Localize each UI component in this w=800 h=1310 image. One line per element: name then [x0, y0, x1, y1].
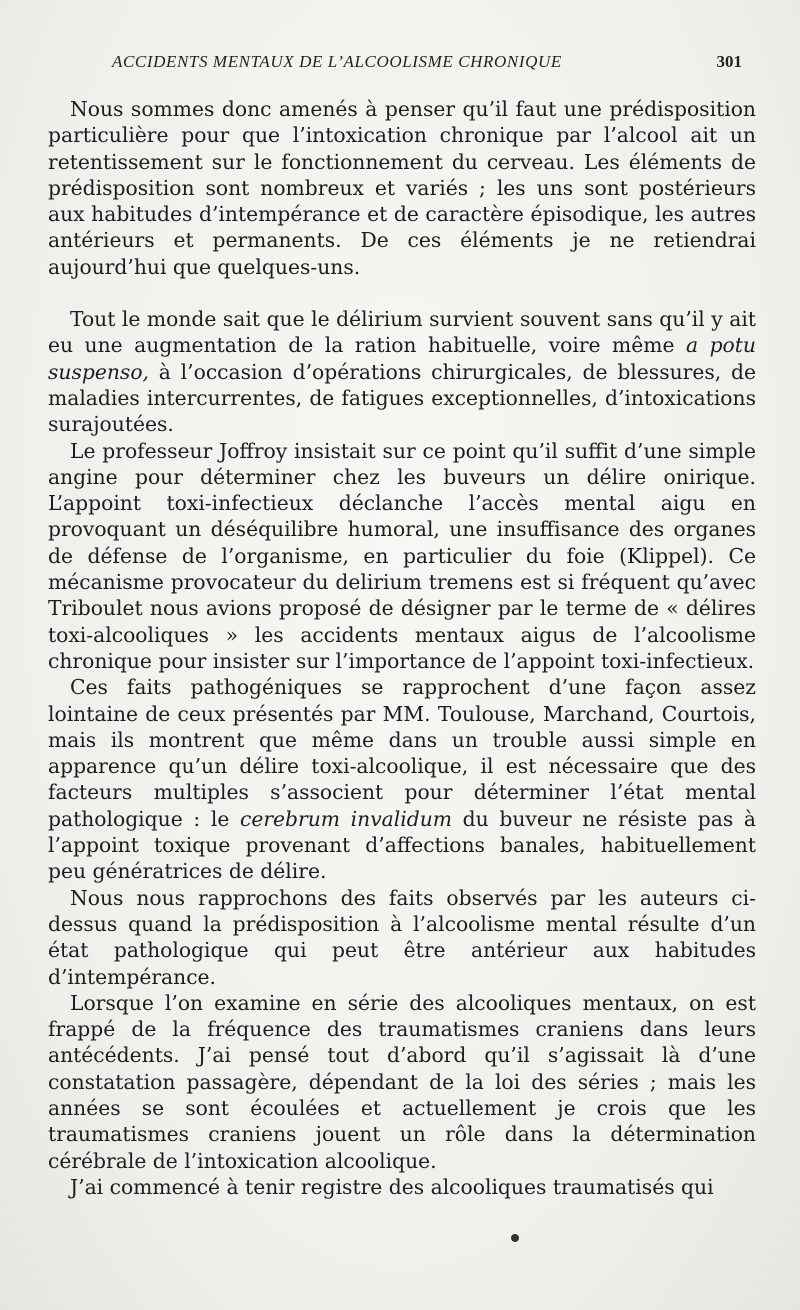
paragraph-6: Lorsque l’on examine en série des alcooliques mentaux, on est frappé de la fréquence des traumatismes craniens dans leurs antécédents. J’ai pensé tout d’abord qu’il s’agissait là d’une constatation passagère, dépendant de la loi des séries ; mais les années se sont écoulées et actuellement je crois que les traumatismes craniens jouent un rôle dans la détermination cérébrale de l’intoxication alcoolique. [48, 990, 756, 1173]
paragraph-7: J’ai commencé à tenir registre des alcooliques traumatisés qui [70, 1174, 714, 1199]
latin-phrase: cerebrum invalidum [239, 806, 453, 831]
paragraph-2: Tout le monde sait que le délirium survient souvent sans qu’il y ait eu une augmentation de la ration habituelle, voire même a potu suspenso, à l’occasion d’opérations chirurgicales, de blessures, de maladies intercurrentes, de fatigues exceptionnelles, d’intoxications surajoutées. [48, 307, 756, 437]
paragraph-4: Ces faits pathogéniques se rapprochent d’une façon assez lointaine de ceux présentés par MM. Toulouse, Marchand, Courtois, mais ils montrent que même dans un trouble aussi simple en apparence qu’un délire toxi-alcoolique, il est nécessaire que des facteurs multiples s’associent pour déterminer l’état mental pathologique : le cerebrum invalidum du buveur ne résiste pas à l’appoint toxique provenant d’affections banales, habituellement peu génératrices de délire. [48, 675, 757, 884]
latin-phrase: a potu suspenso, [48, 333, 756, 384]
paragraph-5: Nous nous rapprochons des faits observés par les auteurs ci-dessus quand la prédisposition à l’alcoolisme mental résulte d’un état pathologique qui peut être antérieur aux habitudes d’intempérance. [48, 885, 756, 989]
page-number: 301 [716, 52, 742, 71]
running-title: ACCIDENTS MENTAUX DE L’ALCOOLISME CHRONIQUE [112, 52, 562, 71]
paragraph-1: Nous sommes donc amenés à penser qu’il faut une prédisposition particulière pour que l’intoxication chronique par l’alcool ait un retentissement sur le fonctionnement du cerveau. Les éléments de prédisposition sont nombreux et variés ; les uns sont postérieurs aux habitudes d’intempérance et de caractère épisodique, les autres antérieurs et permanents. De ces éléments je ne retiendrai aujourd’hui que quelques-uns. [48, 97, 756, 279]
body-text [48, 96, 756, 1200]
paragraph-3: Le professeur Joffroy insistait sur ce point qu’il suffit d’une simple angine pour déterminer chez les buveurs un délire onirique. L’appoint toxi-infectieux déclanche l’accès mental aigu en provoquant un déséquilibre humoral, une insuffisance des organes de défense de l’organisme, en particulier du foie (Klippel). Ce mécanisme provocateur du delirium tremens est si fréquent qu’avec Triboulet nous avions proposé de désigner par le terme de « délires toxi-alcooliques » les accidents mentaux aigus de l’alcoolisme chronique pour insister sur l’importance de l’appoint toxi-infectieux. [48, 438, 756, 673]
ink-spot [511, 1234, 519, 1242]
running-header [112, 52, 752, 76]
